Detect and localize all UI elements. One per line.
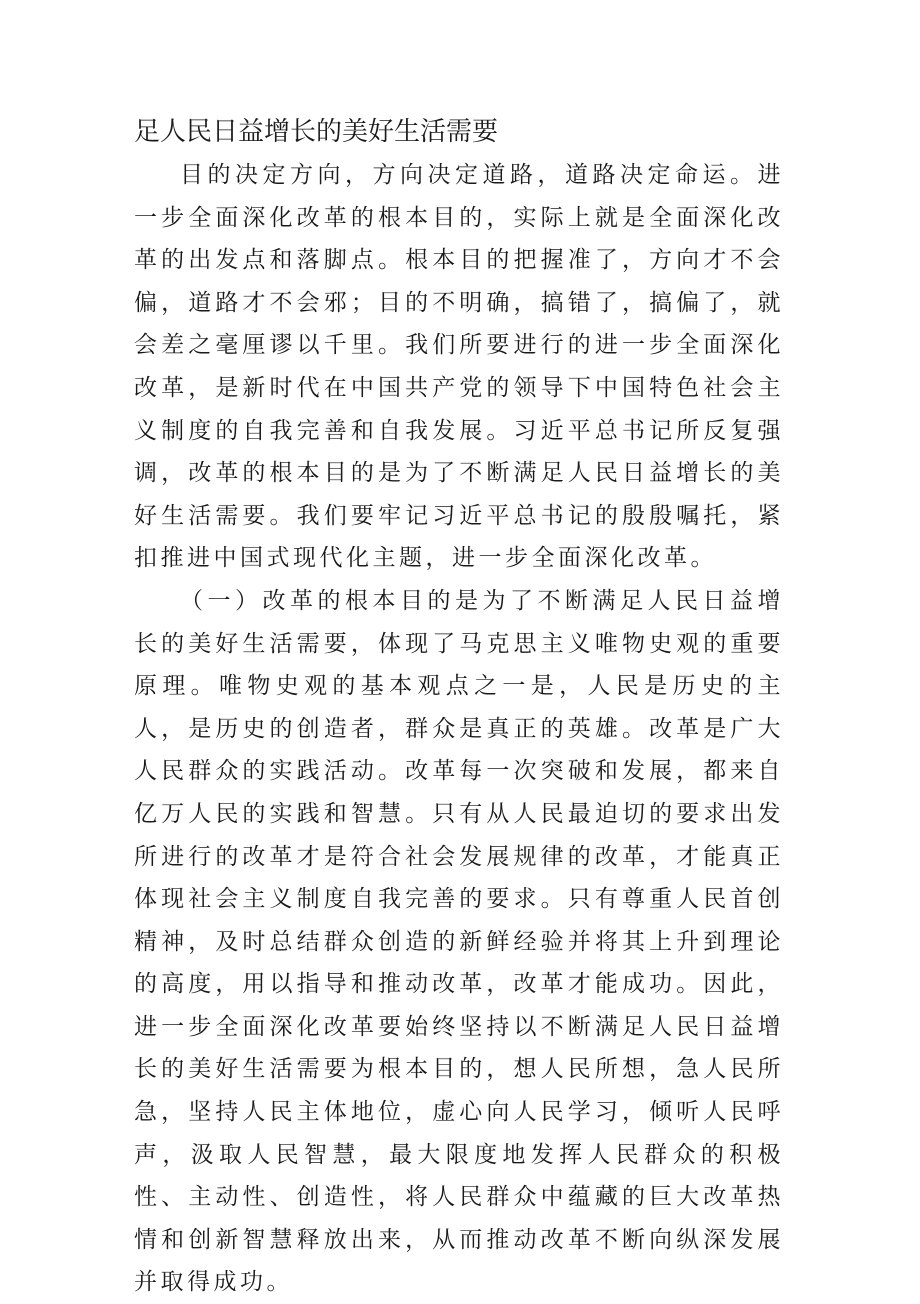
paragraph-intro: 目的决定方向，方向决定道路，道路决定命运。进一步全面深化改革的根本目的，实际上就是全面深化改革的出发点和落脚点。根本目的把握准了，方向才不会偏，道路才不会邪；目的不明确，搞错了，搞偏了，就会差之毫厘谬以千里。我们所要进行的进一步全面深化改革，是新时代在中国共产党的领导下中国特色社会主义制度的自我完善和自我发展。习近平总书记所反复强调，改革的根本目的是为了不断满足人民日益增长的美好生活需要。我们要牢记习近平总书记的殷殷嘱托，紧扣推进中国式现代化主题，进一步全面深化改革。 — [134, 162, 784, 572]
paragraph-point-one: （一）改革的根本目的是为了不断满足人民日益增长的美好生活需要，体现了马克思主义唯物史观的重要原理。唯物史观的基本观点之一是，人民是历史的主人，是历史的创造者，群众是真正的英雄。改革是广大人民群众的实践活动。改革每一次突破和发展，都来自亿万人民的实践和智慧。只有从人民最迫切的要求出发所进行的改革才是符合社会发展规律的改革，才能真正体现社会主义制度自我完善的要求。只有尊重人民首创精神，及时总结群众创造的新鲜经验并将其上升到理论的高度，用以指导和推动改革，改革才能成功。因此，进一步全面深化改革要始终坚持以不断满足人民日益增长的美好生活需要为根本目的，想人民所想，急人民所急，坚持人民主体地位，虚心向人民学习，倾听人民呼声，汲取人民智慧，最大限度地发挥人民群众的积极性、主动性、创造性，将人民群众中蕴藏的巨大改革热情和创新智慧释放出来，从而推动改革不断向纵深发展并取得成功。 — [134, 587, 784, 1296]
section-heading-fragment: 足人民日益增长的美好生活需要 — [134, 117, 499, 147]
document-body — [134, 154, 784, 1304]
